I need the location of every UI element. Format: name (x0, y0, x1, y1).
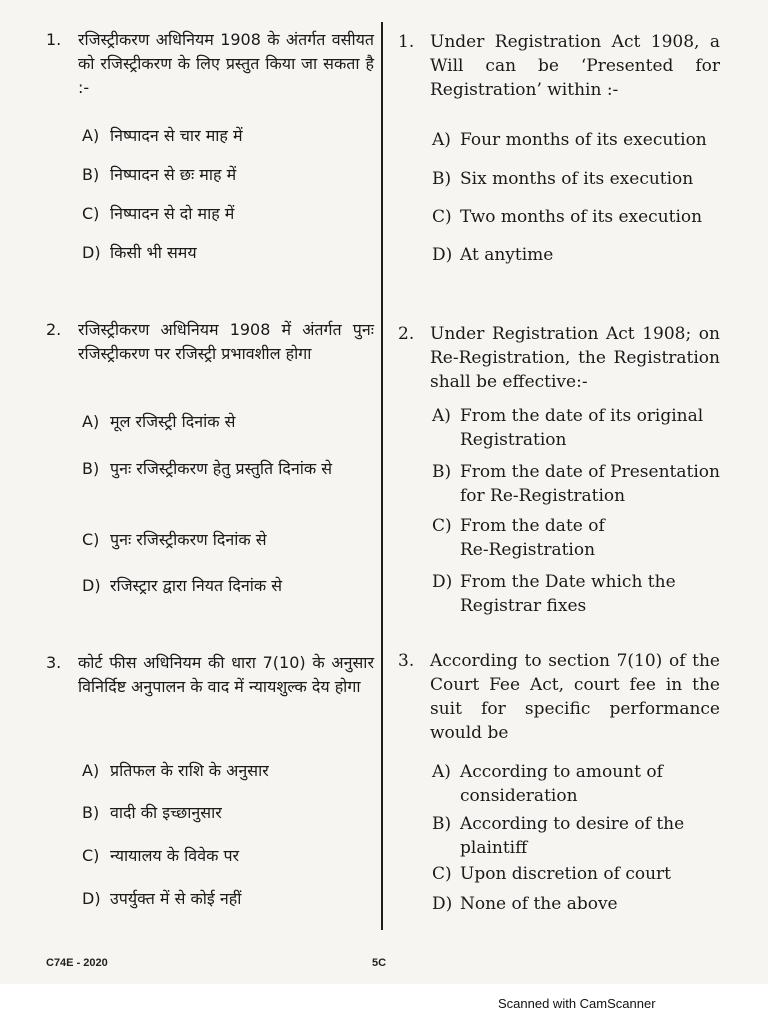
question-number: 3. (398, 651, 415, 671)
question-number: 1. (46, 30, 62, 49)
option-text: किसी भी समय (110, 243, 197, 262)
question-text: कोर्ट फीस अधिनियम की धारा 7(10) के अनुसार विनिर्दिष्ट अनुपालन के वाद में न्यायशुल्क देय होगा (78, 653, 374, 696)
option-label: B) (82, 459, 100, 478)
option-label: C) (432, 864, 452, 884)
hindi-q3-option-c (82, 844, 372, 868)
english-q2-option-b (432, 460, 722, 508)
option-text: न्यायालय के विवेक पर (110, 846, 240, 865)
question-text: Under Registration Act 1908, a Will can be ‘Presented for Registration’ within :- (430, 32, 720, 100)
option-label: A) (432, 130, 451, 150)
english-q1-option-d (432, 243, 722, 267)
option-text: At anytime (460, 245, 554, 265)
option-label: A) (82, 126, 100, 145)
question-number: 2. (46, 320, 62, 339)
option-label: B) (82, 803, 100, 822)
question-text: Under Registration Act 1908; on Re-Registration, the Registration shall be effective:- (430, 324, 720, 392)
hindi-q1-option-c (82, 202, 372, 226)
hindi-q2-option-a (82, 410, 372, 434)
english-q3-option-c (432, 862, 722, 886)
page-number: 5C (372, 957, 387, 969)
column-divider (381, 22, 383, 930)
booklet-code: C74E - 2020 (46, 957, 108, 969)
option-text: According to desire of the plaintiff (460, 814, 685, 858)
hindi-question-1 (46, 28, 374, 100)
option-text: From the date of its original Registration (460, 406, 704, 450)
hindi-q2-option-d (82, 574, 372, 598)
english-question-3 (398, 649, 720, 745)
option-label: A) (82, 412, 100, 431)
english-q3-option-a (432, 760, 722, 808)
option-text: Six months of its execution (460, 169, 694, 189)
option-text: मूल रजिस्ट्री दिनांक से (110, 412, 236, 431)
option-text: From the Date which the Registrar fixes (460, 572, 676, 616)
option-text: None of the above (460, 894, 618, 914)
english-q2-option-d (432, 570, 722, 618)
option-label: C) (82, 530, 100, 549)
english-q1-option-a (432, 128, 722, 152)
hindi-q1-option-d (82, 241, 372, 265)
option-label: C) (82, 846, 100, 865)
option-label: C) (432, 516, 452, 536)
question-text: रजिस्ट्रीकरण अधिनियम 1908 के अंतर्गत वसीयत को रजिस्ट्रीकरण के लिए प्रस्तुत किया जा सकता है :- (78, 30, 374, 97)
scanner-watermark: Scanned with CamScanner (498, 996, 656, 1011)
option-label: D) (432, 572, 453, 592)
english-q2-option-c (432, 514, 632, 562)
hindi-q3-option-d (82, 887, 372, 911)
option-label: D) (82, 243, 101, 262)
option-label: C) (82, 204, 100, 223)
option-label: D) (432, 894, 453, 914)
option-text: Four months of its execution (460, 130, 707, 150)
question-number: 2. (398, 324, 415, 344)
option-text: पुनः रजिस्ट्रीकरण दिनांक से (110, 530, 267, 549)
option-label: D) (432, 245, 453, 265)
option-label: B) (82, 165, 100, 184)
option-text: Upon discretion of court (460, 864, 671, 884)
option-text: प्रतिफल के राशि के अनुसार (110, 761, 269, 780)
option-text: उपर्युक्त में से कोई नहीं (110, 889, 242, 908)
english-q3-option-b (432, 812, 722, 860)
english-q1-option-b (432, 167, 722, 191)
option-text: वादी की इच्छानुसार (110, 803, 222, 822)
option-label: B) (432, 169, 452, 189)
hindi-q1-option-b (82, 163, 372, 187)
option-label: D) (82, 576, 101, 595)
hindi-question-3 (46, 651, 374, 699)
english-question-1 (398, 30, 720, 102)
option-label: B) (432, 462, 452, 482)
option-label: A) (432, 762, 451, 782)
option-label: B) (432, 814, 452, 834)
hindi-q3-option-a (82, 759, 372, 783)
hindi-q1-option-a (82, 124, 372, 148)
option-label: A) (82, 761, 100, 780)
option-text: Two months of its execution (460, 207, 703, 227)
hindi-q2-option-c (82, 528, 372, 552)
question-text: रजिस्ट्रीकरण अधिनियम 1908 में अंतर्गत पुनः रजिस्ट्रीकरण पर रजिस्ट्री प्रभावशील होगा (78, 320, 374, 363)
question-text: According to section 7(10) of the Court Fee Act, court fee in the suit for specific performance would be (430, 651, 720, 743)
hindi-question-2 (46, 318, 374, 366)
english-q1-option-c (432, 205, 722, 229)
english-q2-option-a (432, 404, 722, 452)
question-number: 1. (398, 32, 415, 52)
question-number: 3. (46, 653, 62, 672)
option-label: C) (432, 207, 452, 227)
option-label: A) (432, 406, 451, 426)
option-text: पुनः रजिस्ट्रीकरण हेतु प्रस्तुति दिनांक से (110, 459, 333, 478)
option-text: From the date of Presentation for Re-Registration (460, 462, 720, 506)
option-text: निष्पादन से दो माह में (110, 204, 235, 223)
hindi-q3-option-b (82, 801, 372, 825)
option-text: From the date of Re-Registration (460, 516, 605, 560)
option-text: रजिस्ट्रार द्वारा नियत दिनांक से (110, 576, 283, 595)
option-text: निष्पादन से छः माह में (110, 165, 237, 184)
english-q3-option-d (432, 892, 722, 916)
option-text: According to amount of consideration (460, 762, 663, 806)
english-question-2 (398, 322, 720, 394)
option-text: निष्पादन से चार माह में (110, 126, 243, 145)
hindi-q2-option-b (82, 457, 342, 481)
option-label: D) (82, 889, 101, 908)
